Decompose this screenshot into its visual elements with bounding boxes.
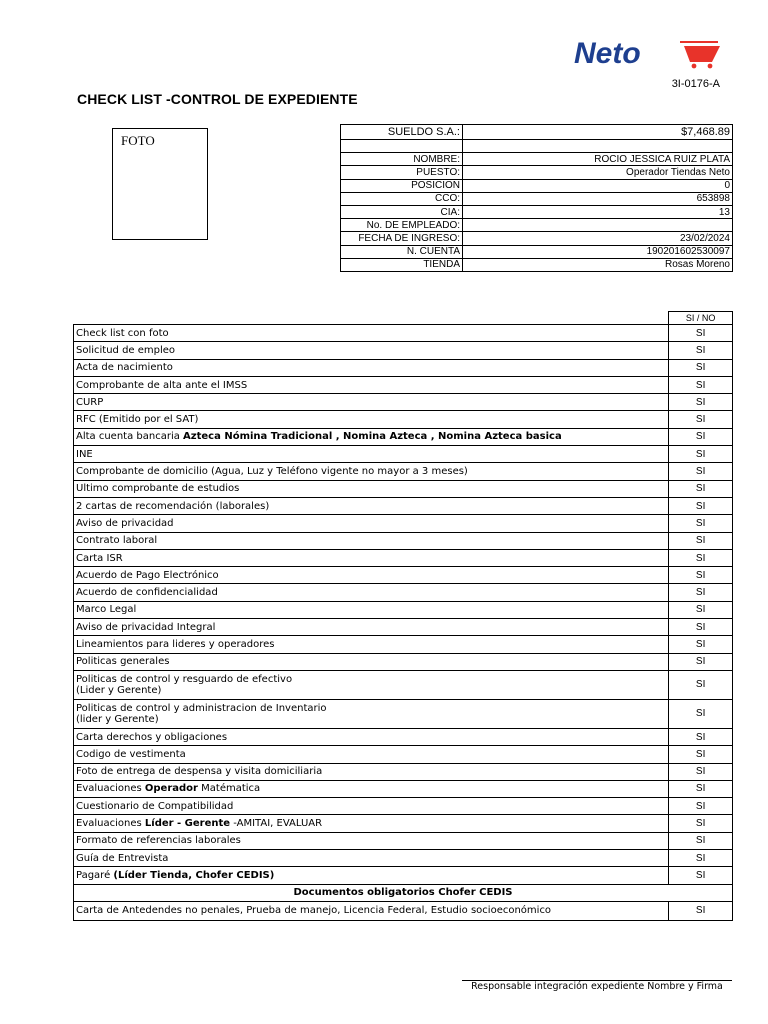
checklist-table bbox=[73, 311, 733, 921]
checklist-answer: SI bbox=[669, 480, 733, 497]
checklist-item-label bbox=[74, 584, 669, 601]
item-text: Solicitud de empleo bbox=[76, 344, 176, 356]
field-label: FECHA DE INGRESO: bbox=[341, 232, 463, 245]
checklist-header-row bbox=[74, 312, 733, 325]
item-text: Ultimo comprobante de estudios bbox=[76, 483, 240, 495]
checklist-row bbox=[74, 832, 733, 849]
item-text: Acuerdo de Pago Electrónico bbox=[76, 569, 219, 581]
checklist-row bbox=[74, 728, 733, 745]
field-label: NOMBRE: bbox=[341, 153, 463, 166]
checklist-row bbox=[74, 746, 733, 763]
item-text: Guía de Entrevista bbox=[76, 852, 169, 864]
checklist-answer: SI bbox=[669, 636, 733, 653]
checklist-answer: SI bbox=[669, 584, 733, 601]
checklist-row bbox=[74, 359, 733, 376]
checklist-row bbox=[74, 619, 733, 636]
checklist-row bbox=[74, 376, 733, 393]
item-text: Aviso de privacidad bbox=[76, 517, 174, 529]
item-text: Lineamientos para lideres y operadores bbox=[76, 638, 275, 650]
item-text: 2 cartas de recomendación (laborales) bbox=[76, 500, 270, 512]
info-row bbox=[341, 219, 733, 232]
item-text: Marco Legal bbox=[76, 604, 137, 616]
item-text: Formato de referencias laborales bbox=[76, 835, 241, 847]
checklist-row bbox=[74, 480, 733, 497]
checklist-row bbox=[74, 699, 733, 728]
item-text: Codigo de vestimenta bbox=[76, 748, 186, 760]
checklist-item-label bbox=[74, 780, 669, 797]
checklist-row bbox=[74, 394, 733, 411]
checklist-item-label bbox=[74, 359, 669, 376]
field-value: 0 bbox=[463, 179, 733, 192]
checklist-answer: SI bbox=[669, 746, 733, 763]
item-text: Politicas de control y administracion de Inventario bbox=[76, 702, 327, 714]
checklist-row bbox=[74, 567, 733, 584]
info-row bbox=[341, 153, 733, 166]
checklist-row bbox=[74, 636, 733, 653]
salary-row bbox=[341, 125, 733, 140]
checklist-row bbox=[74, 549, 733, 566]
item-text: CURP bbox=[76, 396, 104, 408]
checklist-answer: SI bbox=[669, 325, 733, 342]
signature-label: Responsable integración expediente Nombre y Firma bbox=[471, 981, 723, 992]
checklist-item-label bbox=[74, 867, 669, 884]
empty-cell bbox=[74, 312, 669, 325]
checklist-item-label bbox=[74, 532, 669, 549]
checklist-row bbox=[74, 653, 733, 670]
item-text: Acuerdo de confidencialidad bbox=[76, 587, 218, 599]
checklist-row bbox=[74, 867, 733, 884]
section-header-row bbox=[74, 884, 733, 901]
checklist-item-label bbox=[74, 342, 669, 359]
checklist-answer: SI bbox=[669, 815, 733, 832]
field-label: PUESTO: bbox=[341, 166, 463, 179]
item-text-bold: Líder - Gerente bbox=[144, 818, 231, 830]
item-text: Acta de nacimiento bbox=[76, 362, 173, 374]
checklist-item-label bbox=[74, 699, 669, 728]
checklist-item-label bbox=[74, 636, 669, 653]
item-text: Evaluaciones bbox=[76, 783, 145, 795]
checklist-item-label bbox=[74, 850, 669, 867]
checklist-answer: SI bbox=[669, 342, 733, 359]
checklist-row bbox=[74, 815, 733, 832]
checklist-row bbox=[74, 428, 733, 445]
checklist-item-label bbox=[74, 480, 669, 497]
checklist-row bbox=[74, 411, 733, 428]
field-label: CIA: bbox=[341, 205, 463, 218]
checklist-item-label bbox=[74, 798, 669, 815]
checklist-item-label bbox=[74, 463, 669, 480]
item-text: Carta ISR bbox=[76, 552, 123, 564]
checklist-answer: SI bbox=[669, 394, 733, 411]
document-code: 3I-0176-A bbox=[671, 78, 720, 90]
checklist-item-label bbox=[74, 411, 669, 428]
item-text: Comprobante de domicilio (Agua, Luz y Teléfono vigente no mayor a 3 meses) bbox=[76, 466, 468, 478]
checklist-answer: SI bbox=[669, 532, 733, 549]
checklist-answer: SI bbox=[669, 446, 733, 463]
info-row bbox=[341, 179, 733, 192]
checklist-answer: SI bbox=[669, 376, 733, 393]
checklist-item-label bbox=[74, 832, 669, 849]
item-text-line2: (lider y Gerente) bbox=[76, 713, 159, 725]
checklist-row bbox=[74, 780, 733, 797]
item-text: INE bbox=[76, 448, 93, 460]
photo-label: FOTO bbox=[121, 133, 155, 148]
logo-wordmark: Neto bbox=[574, 38, 641, 70]
checklist-answer: SI bbox=[669, 359, 733, 376]
item-text: Comprobante de alta ante el IMSS bbox=[76, 379, 248, 391]
item-text-bold: Azteca Nómina Tradicional , Nomina Azteca , Nomina Azteca basica bbox=[183, 431, 562, 443]
item-text: Carta derechos y obligaciones bbox=[76, 731, 228, 743]
checklist-answer: SI bbox=[669, 670, 733, 699]
checklist-answer: SI bbox=[669, 832, 733, 849]
checklist-row bbox=[74, 601, 733, 618]
checklist-row bbox=[74, 763, 733, 780]
checklist-item-label bbox=[74, 325, 669, 342]
checklist-row bbox=[74, 901, 733, 920]
item-text: Cuestionario de Compatibilidad bbox=[76, 800, 234, 812]
checklist-answer: SI bbox=[669, 850, 733, 867]
checklist-answer: SI bbox=[669, 463, 733, 480]
checklist-row bbox=[74, 584, 733, 601]
checklist-answer: SI bbox=[669, 601, 733, 618]
item-text: Foto de entrega de despensa y visita domiciliaria bbox=[76, 766, 323, 778]
item-text-bold: (Líder Tienda, Chofer CEDIS) bbox=[113, 869, 275, 881]
field-value: Rosas Moreno bbox=[463, 258, 733, 271]
checklist-row bbox=[74, 850, 733, 867]
column-header-si-no: SI / NO bbox=[669, 312, 733, 325]
checklist-item-label bbox=[74, 567, 669, 584]
checklist-answer: SI bbox=[669, 728, 733, 745]
checklist-item-label bbox=[74, 515, 669, 532]
checklist-answer: SI bbox=[669, 497, 733, 514]
checklist-answer: SI bbox=[669, 901, 733, 920]
checklist-answer: SI bbox=[669, 619, 733, 636]
section-title: Documentos obligatorios Chofer CEDIS bbox=[74, 884, 733, 901]
checklist-row bbox=[74, 446, 733, 463]
checklist-item-label bbox=[74, 549, 669, 566]
field-value: 190201602530097 bbox=[463, 245, 733, 258]
item-text-line2: (Lider y Gerente) bbox=[76, 684, 162, 696]
checklist-answer: SI bbox=[669, 428, 733, 445]
info-row bbox=[341, 258, 733, 271]
field-label: No. DE EMPLEADO: bbox=[341, 219, 463, 232]
checklist-row bbox=[74, 463, 733, 480]
item-text: Aviso de privacidad Integral bbox=[76, 621, 216, 633]
empty-cell bbox=[463, 140, 733, 153]
checklist-answer: SI bbox=[669, 549, 733, 566]
photo-placeholder bbox=[112, 128, 208, 240]
info-row bbox=[341, 205, 733, 218]
field-label: N. CUENTA bbox=[341, 245, 463, 258]
employee-info-table bbox=[340, 124, 733, 272]
field-value: Operador Tiendas Neto bbox=[463, 166, 733, 179]
item-text-after: -AMITAI, EVALUAR bbox=[230, 818, 323, 830]
item-text: Carta de Antedendes no penales, Prueba de manejo, Licencia Federal, Estudio socioeconómico bbox=[76, 905, 552, 917]
checklist-item-label bbox=[74, 728, 669, 745]
checklist-item-label bbox=[74, 619, 669, 636]
field-value bbox=[463, 219, 733, 232]
checklist-item-label bbox=[74, 815, 669, 832]
checklist-row bbox=[74, 325, 733, 342]
field-label: POSICION bbox=[341, 179, 463, 192]
item-text: Alta cuenta bancaria bbox=[76, 431, 184, 443]
info-row bbox=[341, 192, 733, 205]
checklist-answer: SI bbox=[669, 763, 733, 780]
info-row bbox=[341, 232, 733, 245]
field-value: 13 bbox=[463, 205, 733, 218]
checklist-answer: SI bbox=[669, 867, 733, 884]
checklist-item-label bbox=[74, 428, 669, 445]
item-text: Politicas generales bbox=[76, 656, 170, 668]
field-value: ROCIO JESSICA RUIZ PLATA bbox=[463, 153, 733, 166]
info-row bbox=[341, 166, 733, 179]
checklist-answer: SI bbox=[669, 780, 733, 797]
checklist-answer: SI bbox=[669, 411, 733, 428]
item-text: Pagaré bbox=[76, 869, 114, 881]
field-label: SUELDO S.A.: bbox=[341, 125, 463, 140]
item-text: Evaluaciones bbox=[76, 818, 145, 830]
checklist-answer: SI bbox=[669, 699, 733, 728]
field-label: TIENDA bbox=[341, 258, 463, 271]
checklist-row bbox=[74, 798, 733, 815]
checklist-item-label bbox=[74, 763, 669, 780]
checklist-item-label bbox=[74, 901, 669, 920]
checklist-answer: SI bbox=[669, 653, 733, 670]
checklist-item-label bbox=[74, 376, 669, 393]
checklist-row bbox=[74, 515, 733, 532]
field-label: CCO: bbox=[341, 192, 463, 205]
checklist-answer: SI bbox=[669, 515, 733, 532]
item-text-bold: Operador bbox=[144, 783, 198, 795]
checklist-item-label bbox=[74, 446, 669, 463]
checklist-item-label bbox=[74, 670, 669, 699]
field-value: 653898 bbox=[463, 192, 733, 205]
item-text-after: Matématica bbox=[197, 783, 261, 795]
neto-logo bbox=[572, 38, 722, 70]
checklist-item-label bbox=[74, 497, 669, 514]
info-row bbox=[341, 245, 733, 258]
checklist-item-label bbox=[74, 601, 669, 618]
page-title: CHECK LIST -CONTROL DE EXPEDIENTE bbox=[77, 91, 358, 107]
checklist-answer: SI bbox=[669, 567, 733, 584]
checklist-answer: SI bbox=[669, 798, 733, 815]
item-text: RFC (Emitido por el SAT) bbox=[76, 414, 199, 426]
checklist-row bbox=[74, 497, 733, 514]
checklist-item-label bbox=[74, 746, 669, 763]
field-value: 23/02/2024 bbox=[463, 232, 733, 245]
item-text: Politicas de control y resguardo de efectivo bbox=[76, 673, 293, 685]
item-text: Contrato laboral bbox=[76, 535, 158, 547]
checklist-row bbox=[74, 670, 733, 699]
field-value: $7,468.89 bbox=[463, 125, 733, 140]
checklist-row bbox=[74, 532, 733, 549]
spacer-row bbox=[341, 140, 733, 153]
empty-cell bbox=[341, 140, 463, 153]
checklist-item-label bbox=[74, 653, 669, 670]
checklist-item-label bbox=[74, 394, 669, 411]
item-text: Check list con foto bbox=[76, 327, 169, 339]
checklist-row bbox=[74, 342, 733, 359]
